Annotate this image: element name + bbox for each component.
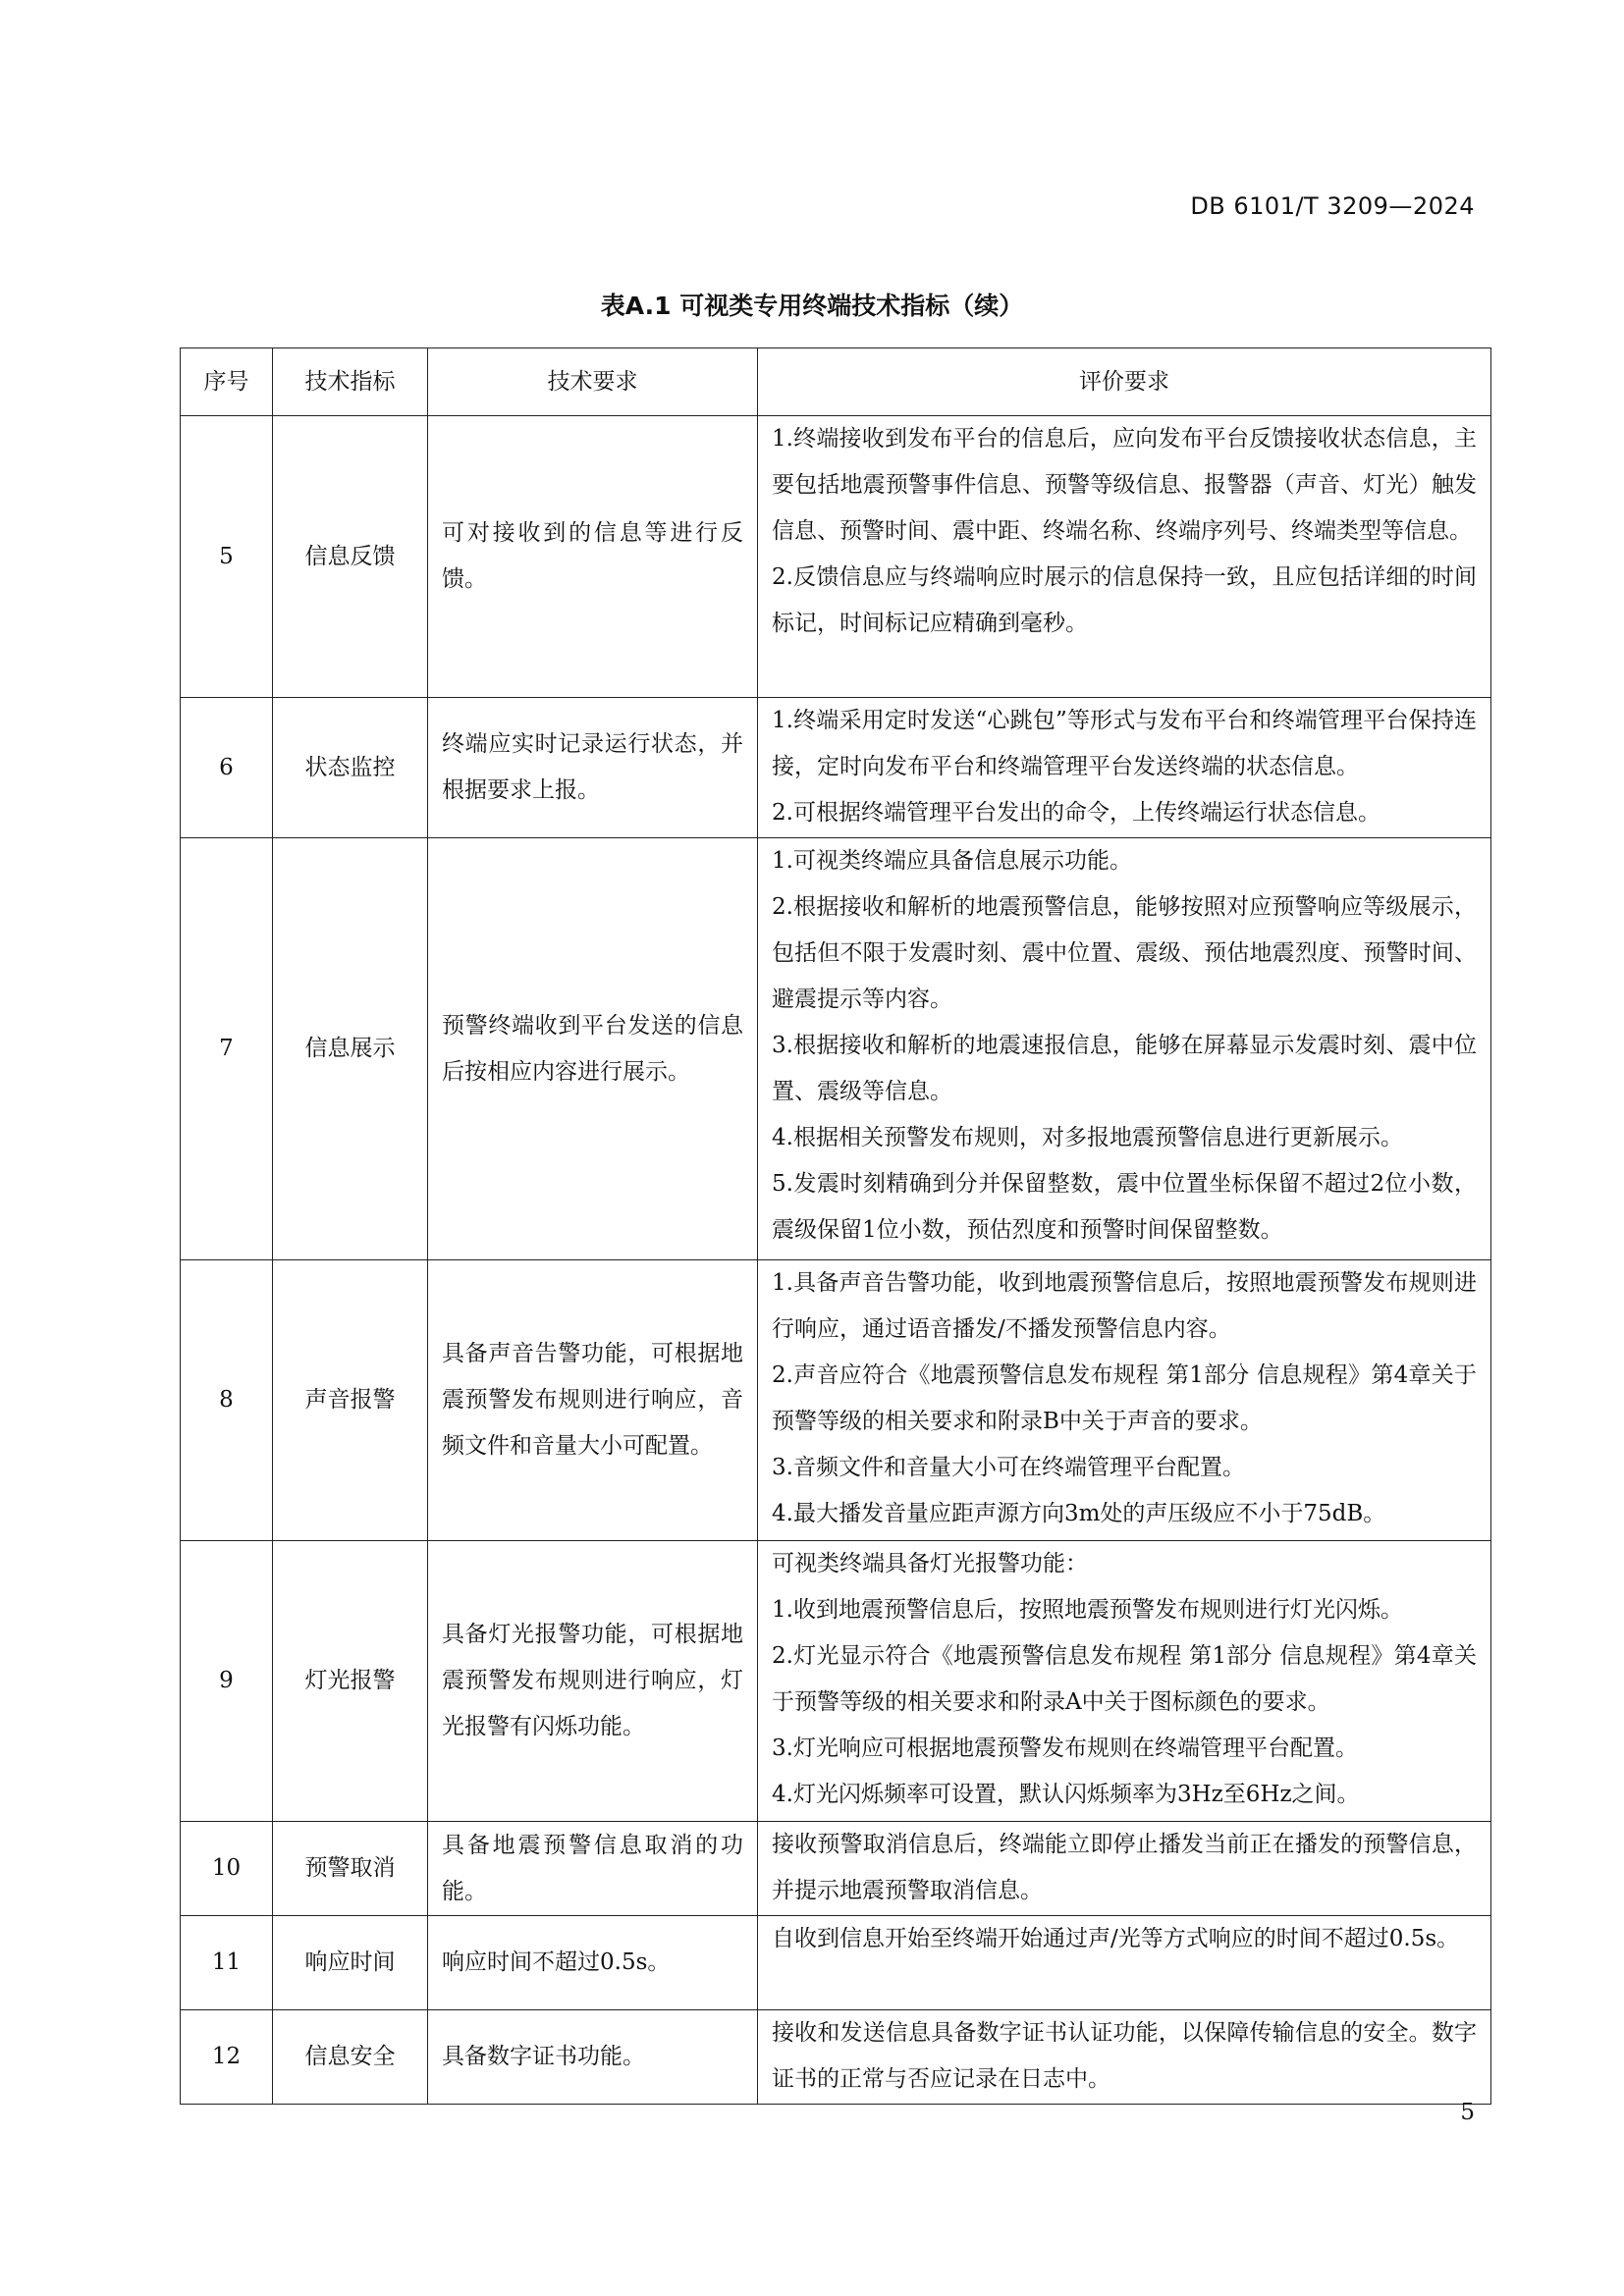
- evaluation-item: 1.收到地震预警信息后，按照地震预警发布规则进行灯光闪烁。: [772, 1597, 1403, 1623]
- requirement-text: 可对接收到的信息等进行反馈。: [428, 416, 758, 698]
- evaluation-item: 1.可视类终端应具备信息展示功能。: [772, 848, 1132, 874]
- indicator-name: 状态监控: [273, 698, 428, 838]
- table-row: [181, 1541, 1491, 1822]
- row-number: 9: [181, 1541, 273, 1822]
- column-header-evaluation: 评价要求: [758, 348, 1491, 416]
- evaluation-item: 1.终端采用定时发送“心跳包”等形式与发布平台和终端管理平台保持连接，定时向发布平台和终端管理平台发送终端的状态信息。: [772, 708, 1477, 779]
- evaluation-cell: [758, 416, 1491, 698]
- column-header-no: 序号: [181, 348, 273, 416]
- evaluation-item: 2.可根据终端管理平台发出的命令，上传终端运行状态信息。: [772, 800, 1380, 826]
- evaluation-item: 1.终端接收到发布平台的信息后，应向发布平台反馈接收状态信息，主要包括地震预警事件信息、预警等级信息、报警器（声音、灯光）触发信息、预警时间、震中距、终端名称、终端序列号、终端类型等信息。: [772, 426, 1477, 544]
- requirement-text: 具备声音告警功能，可根据地震预警发布规则进行响应，音频文件和音量大小可配置。: [428, 1260, 758, 1541]
- evaluation-item: 自收到信息开始至终端开始通过声/光等方式响应的时间不超过0.5s。: [772, 1926, 1460, 1951]
- evaluation-item: 2.灯光显示符合《地震预警信息发布规程 第1部分 信息规程》第4章关于预警等级的相关要求和附录A中关于图标颜色的要求。: [772, 1643, 1477, 1715]
- requirement-text: 终端应实时记录运行状态，并根据要求上报。: [428, 698, 758, 838]
- standard-code: DB 6101/T 3209—2024: [1190, 192, 1475, 220]
- requirement-text: 具备数字证书功能。: [428, 2010, 758, 2105]
- evaluation-item: 3.根据接收和解析的地震速报信息，能够在屏幕显示发震时刻、震中位置、震级等信息。: [772, 1033, 1477, 1104]
- requirement-text: 预警终端收到平台发送的信息后按相应内容进行展示。: [428, 838, 758, 1260]
- table-row: [181, 2010, 1491, 2105]
- row-number: 8: [181, 1260, 273, 1541]
- evaluation-item: 4.灯光闪烁频率可设置，默认闪烁频率为3Hz至6Hz之间。: [772, 1782, 1360, 1807]
- row-number: 5: [181, 416, 273, 698]
- evaluation-cell: [758, 1916, 1491, 2010]
- evaluation-item: 3.音频文件和音量大小可在终端管理平台配置。: [772, 1455, 1245, 1480]
- evaluation-item: 1.具备声音告警功能，收到地震预警信息后，按照地震预警发布规则进行响应，通过语音播发/不播发预警信息内容。: [772, 1270, 1477, 1342]
- indicator-name: 灯光报警: [273, 1541, 428, 1822]
- evaluation-cell: [758, 1260, 1491, 1541]
- indicator-name: 信息安全: [273, 2010, 428, 2105]
- evaluation-item: 2.根据接收和解析的地震预警信息，能够按照对应预警响应等级展示，包括但不限于发震时刻、震中位置、震级、预估地震烈度、预警时间、避震提示等内容。: [772, 894, 1477, 1012]
- evaluation-item: 2.反馈信息应与终端响应时展示的信息保持一致，且应包括详细的时间标记，时间标记应精确到毫秒。: [772, 564, 1477, 636]
- indicator-name: 预警取消: [273, 1822, 428, 1916]
- column-header-name: 技术指标: [273, 348, 428, 416]
- evaluation-item: 接收预警取消信息后，终端能立即停止播发当前正在播发的预警信息，并提示地震预警取消信息。: [772, 1832, 1477, 1903]
- evaluation-item: 4.根据相关预警发布规则，对多报地震预警信息进行更新展示。: [772, 1125, 1403, 1150]
- row-number: 10: [181, 1822, 273, 1916]
- table-row: [181, 1822, 1491, 1916]
- row-number: 12: [181, 2010, 273, 2105]
- page-number: 5: [1460, 2100, 1475, 2125]
- evaluation-item: 4.最大播发音量应距声源方向3m处的声压级应不小于75dB。: [772, 1501, 1386, 1526]
- indicator-name: 响应时间: [273, 1916, 428, 2010]
- evaluation-cell: [758, 838, 1491, 1260]
- column-header-requirement: 技术要求: [428, 348, 758, 416]
- spec-table: [180, 347, 1491, 2105]
- evaluation-cell: [758, 1541, 1491, 1822]
- table-row: [181, 1916, 1491, 2010]
- row-number: 7: [181, 838, 273, 1260]
- row-number: 6: [181, 698, 273, 838]
- indicator-name: 信息展示: [273, 838, 428, 1260]
- requirement-text: 具备灯光报警功能，可根据地震预警发布规则进行响应，灯光报警有闪烁功能。: [428, 1541, 758, 1822]
- evaluation-item: 5.发震时刻精确到分并保留整数，震中位置坐标保留不超过2位小数，震级保留1位小数，预估烈度和预警时间保留整数。: [772, 1171, 1477, 1243]
- table-row: [181, 416, 1491, 698]
- table-row: [181, 698, 1491, 838]
- indicator-name: 信息反馈: [273, 416, 428, 698]
- requirement-text: 响应时间不超过0.5s。: [428, 1916, 758, 2010]
- evaluation-cell: [758, 698, 1491, 838]
- table-row: [181, 1260, 1491, 1541]
- evaluation-item: 2.声音应符合《地震预警信息发布规程 第1部分 信息规程》第4章关于预警等级的相关要求和附录B中关于声音的要求。: [772, 1362, 1477, 1434]
- evaluation-item: 3.灯光响应可根据地震预警发布规则在终端管理平台配置。: [772, 1735, 1358, 1761]
- evaluation-item: 接收和发送信息具备数字证书认证功能，以保障传输信息的安全。数字证书的正常与否应记录在日志中。: [772, 2020, 1477, 2092]
- indicator-name: 声音报警: [273, 1260, 428, 1541]
- requirement-text: 具备地震预警信息取消的功能。: [428, 1822, 758, 1916]
- table-title: 表A.1 可视类专用终端技术指标（续）: [600, 292, 1024, 320]
- table-row: [181, 838, 1491, 1260]
- table-header-row: [181, 348, 1491, 416]
- evaluation-cell: [758, 1822, 1491, 1916]
- row-number: 11: [181, 1916, 273, 2010]
- evaluation-item: 可视类终端具备灯光报警功能：: [772, 1551, 1088, 1576]
- evaluation-cell: [758, 2010, 1491, 2105]
